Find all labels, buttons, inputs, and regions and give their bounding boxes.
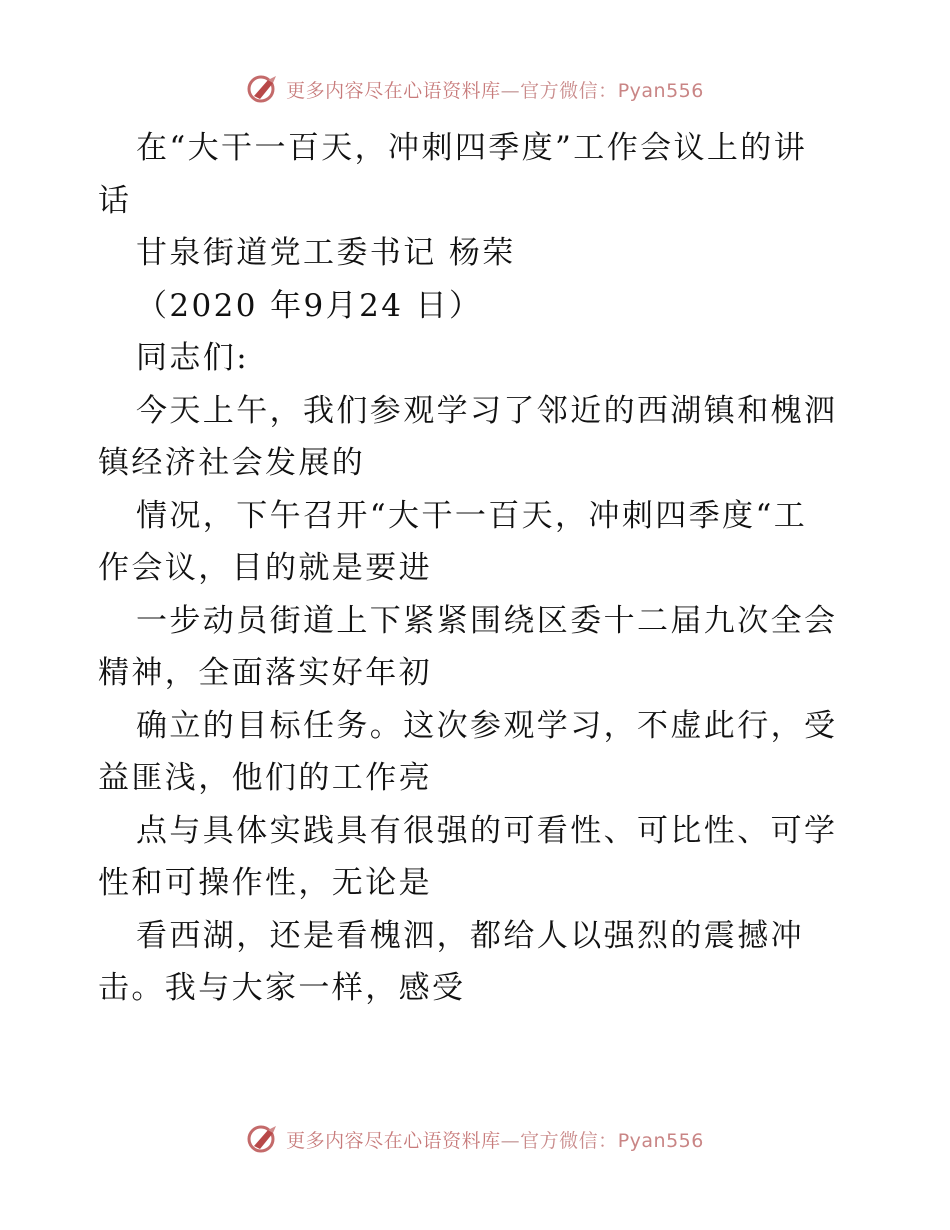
- body-line: 镇经济社会发展的: [98, 445, 366, 481]
- watermark-main-text: 更多内容尽在心语资料库: [286, 79, 501, 102]
- header-watermark: [0, 74, 950, 104]
- watermark-text: [286, 76, 704, 103]
- document-title-line-1: 在“大干一百天，冲刺四季度”工作会议上的讲: [136, 130, 808, 166]
- watermark-account: Pyan556: [617, 1129, 704, 1152]
- body-line: 确立的目标任务。这次参观学习，不虚此行，受: [136, 707, 838, 744]
- body-line: 今天上午，我们参观学习了邻近的西湖镇和槐泗: [136, 392, 838, 429]
- speaker-line: 甘泉街道党工委书记 杨荣: [136, 235, 516, 271]
- watermark-account: Pyan556: [617, 79, 704, 102]
- document-title-line-2: 话: [98, 182, 132, 219]
- body-line: 精神，全面落实好年初: [98, 655, 432, 691]
- body-line: 一步动员街道上下紧紧围绕区委十二届九次全会: [136, 602, 838, 639]
- body-line: 作会议，目的就是要进: [98, 550, 432, 586]
- watermark-label: 官方微信：: [520, 1129, 618, 1152]
- watermark-main-text: 更多内容尽在心语资料库: [286, 1129, 501, 1152]
- salutation-line: 同志们:: [136, 340, 250, 376]
- watermark-text: [286, 1126, 704, 1153]
- footer-watermark: [0, 1124, 950, 1154]
- body-line: 看西湖，还是看槐泗，都给人以强烈的震撼冲: [136, 917, 804, 954]
- watermark-label: 官方微信：: [520, 79, 618, 102]
- body-line: 击。我与大家一样，感受: [98, 970, 466, 1006]
- pen-nib-logo-icon: [246, 74, 280, 104]
- body-line: 点与具体实践具有很强的可看性、可比性、可学: [136, 812, 838, 849]
- body-line: 益匪浅，他们的工作亮: [98, 760, 432, 796]
- document-body: [98, 122, 858, 1015]
- date-line: （2020 年9月24 日）: [136, 287, 483, 324]
- body-line: 性和可操作性，无论是: [98, 865, 432, 901]
- watermark-separator: —: [500, 1129, 521, 1152]
- body-line: 情况，下午召开“大干一百天，冲刺四季度“工: [136, 497, 808, 534]
- watermark-separator: —: [500, 79, 521, 102]
- pen-nib-logo-icon: [246, 1124, 280, 1154]
